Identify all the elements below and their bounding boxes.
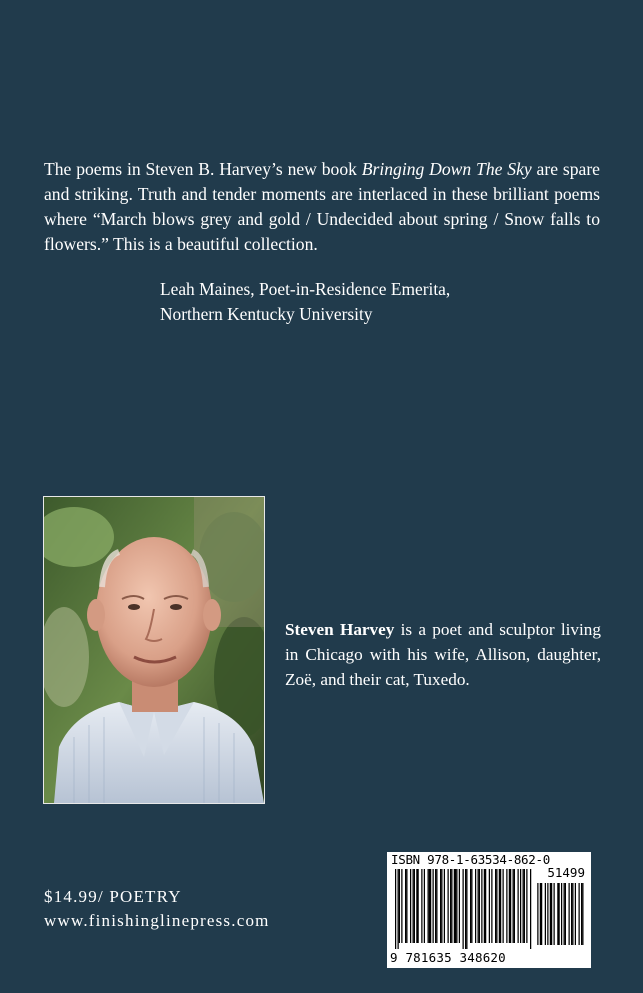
price-code: 51499 (547, 865, 585, 880)
author-bio-text: is a poet and sculptor living in Chicago with his wife, Allison, daughter, Zoë, and their cat, Tuxedo. (285, 620, 601, 689)
barcode-bars (395, 869, 585, 951)
book-title: Bringing Down The Sky (361, 159, 532, 179)
price-genre: $14.99/ POETRY (44, 887, 182, 906)
isbn-barcode (387, 852, 591, 968)
blurb-text-start: The poems in Steven B. Harvey’s new book (44, 159, 362, 179)
isbn-label: ISBN 978-1-63534-862-0 (391, 852, 550, 867)
endorsement-attribution (160, 277, 450, 327)
publisher-website: www.finishinglinepress.com (44, 911, 270, 930)
attribution-line-1: Leah Maines, Poet-in-Residence Emerita, (160, 279, 451, 299)
author-bio (285, 617, 601, 692)
author-photo (43, 496, 265, 804)
price-and-publisher (44, 885, 270, 933)
blurb-text-end: are spare and striking. Truth and tender moments are interlaced in these brilliant poems where “March blows grey and gold / Undecided about spring / Snow falls to flowers.” This is a beautiful collection. (44, 159, 600, 254)
endorsement-blurb (44, 157, 600, 257)
ean-digits: 9 781635 348620 (390, 950, 506, 965)
attribution-line-2: Northern Kentucky University (160, 304, 373, 324)
author-portrait-image (44, 497, 264, 803)
author-name: Steven Harvey (285, 620, 395, 639)
